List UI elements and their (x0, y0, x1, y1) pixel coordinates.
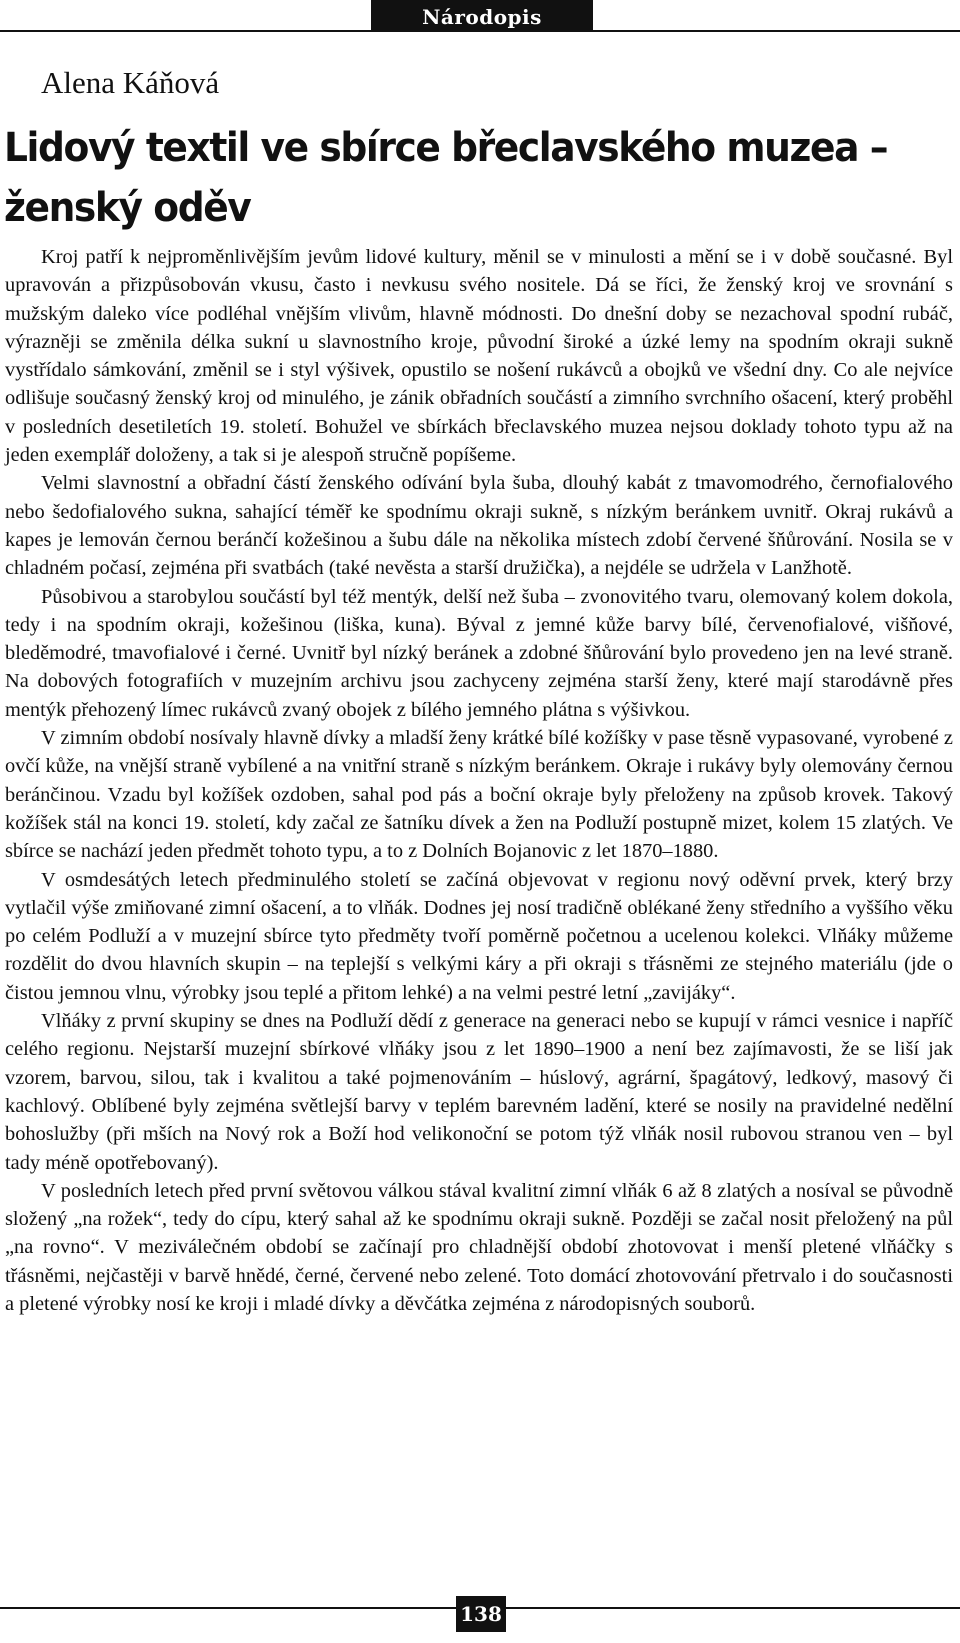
page-number: 138 (456, 1596, 506, 1632)
paragraph: Působivou a starobylou součástí byl též mentýk, delší než šuba – zvonovitého tvaru, olemovaný kolem dokola, tedy i na spodním okraji, kožešinou (liška, kuna). Býval z jemné kůže barvy bílé, červenofialové, višňové, bleděmodré, tmavofialové i černé. Uvnitř byl nízký beránek a zdobné šňůrování bylo provedeno jen na levé straně. Na dobových fotografiích v muzejním archivu jsou zachyceny zejména starší ženy, které mají starodávně přes mentýk přehozený límec rukávců zvaný obojek z bílého jemného plátna s výšivkou. (5, 585, 953, 721)
paragraph: V posledních letech před první světovou válkou stával kvalitní zimní vlňák 6 až 8 zlatých a nosíval se původně složený „na rožek“, tedy do cípu, který sahal až ke spodnímu okraji sukně. Později se začal nosit přeložený na půl „na rovno“. V meziválečném období se začínají pro chladnější období zhotovovat i menší pletené vlňáčky s třásněmi, nejčastěji v barvě hnědé, černé, červené nebo zelené. Toto domácí zhotovování přetrvalo i do současnosti a pletené výrobky nosí ke kroji i mladé dívky a děvčátka zejména z národopisných souborů. (5, 1179, 953, 1315)
author-name: Alena Káňová (41, 65, 220, 100)
section-label: Národopis (371, 0, 593, 32)
paragraph: Vlňáky z první skupiny se dnes na Podluží dědí z generace na generaci nebo se kupují v rámci vesnice i napříč celého regionu. Nejstarší muzejní sbírkové vlňáky jsou z let 1890–1900 a není bez zajímavosti, že se liší jak vzorem, barvou, silou, tak i kvalitou a také pojmenováním – húslový, agrární, špagátový, ledkový, masový či kachlový. Oblíbené byly zejména světlejší barvy v teplém barevném ladění, které se nosily na pravidelné nedělní bohoslužby (při mších na Nový rok a Boží hod velikonoční se potom týž vlňák nosil rubovou stranou ven – byl tady méně opotřebovaný). (5, 1010, 953, 1174)
paragraph: Kroj patří k nejproměnlivějším jevům lidové kultury, měnil se v minulosti a mění se i v době současné. Byl upravován a přizpůsobován vkusu, často i nevkusu svého nositele. Dá se říci, že ženský kroj ve srovnání s mužským daleko více podléhal vnějším vlivům, hlavně módnosti. Do dnešní doby se nezachoval spodní rubáč, výrazněji se změnila délka sukní u slavnostního kroje, původní široké a úzké lemy na spodním okraji sukně vystřídalo sámkování, změnil se i styl výšivek, opustilo se nošení rukávců a obojků ve všední dny. Co ale nejvíce odlišuje současný ženský kroj od minulého, je zánik obřadních součástí a zimního svrchního ošacení, který proběhl v posledních desetiletích 19. století. Bohužel ve sbírkách břeclavského muzea nejsou doklady tohoto typu až na jeden exemplář doloženy, a tak si je alespoň stručně popíšeme. (5, 246, 953, 467)
article-body (5, 243, 953, 1318)
paragraph: Velmi slavnostní a obřadní částí ženského odívání byla šuba, dlouhý kabát z tmavomodrého, černofialového nebo šedofialového sukna, sahající téměř ke spodnímu okraji sukně, s nízkým beránkem uvnitř. Okraj rukávů a kapes je lemován černou beránčí kožešinou a šubu dále na několika místech zdobí červené šňůrování. Nosila se v chladném počasí, zejména při svatbách (také nevěsta a starší družička), a nejdéle se udržela v Lanžhotě. (5, 472, 953, 580)
article-title: Lidový textil ve sbírce břeclavského muzea – ženský oděv (4, 125, 888, 231)
paragraph: V zimním období nosívaly hlavně dívky a mladší ženy krátké bílé kožíšky v pase těsně vypasované, vyrobené z ovčí kůže, na vnější straně vybílené a na vnitřní straně s nízkým beránkem. Okraje i rukávy byly olemovány černou beránčinou. Vzadu byl kožíšek ozdoben, sahal pod pás a boční okraje byly přeloženy na způsob krovek. Takový kožíšek stál na konci 19. století, kdy začal ze šatníku dívek a žen na Podluží postupně mizet, kolem 15 zlatých. Ve sbírce se nachází jeden předmět tohoto typu, a to z Dolních Bojanovic z let 1870–1880. (5, 727, 953, 863)
paragraph: V osmdesátých letech předminulého století se začíná objevovat v regionu nový oděvní prvek, který brzy vytlačil výše zmiňované zimní ošacení, a to vlňák. Dodnes jej nosí tradičně oblékané ženy středního a vyššího věku po celém Podluží a v muzejní sbírce tyto předměty tvoří poměrně početnou a ucelenou kolekci. Vlňáky můžeme rozdělit do dvou hlavních skupin – na teplejší s velkými káry a při okraji s třásněmi ze stejného materiálu (jde o čistou jemnou vlnu, výrobky jsou teplé a přitom lehké) a na velmi pestré letní „zavijáky“. (5, 868, 953, 1004)
